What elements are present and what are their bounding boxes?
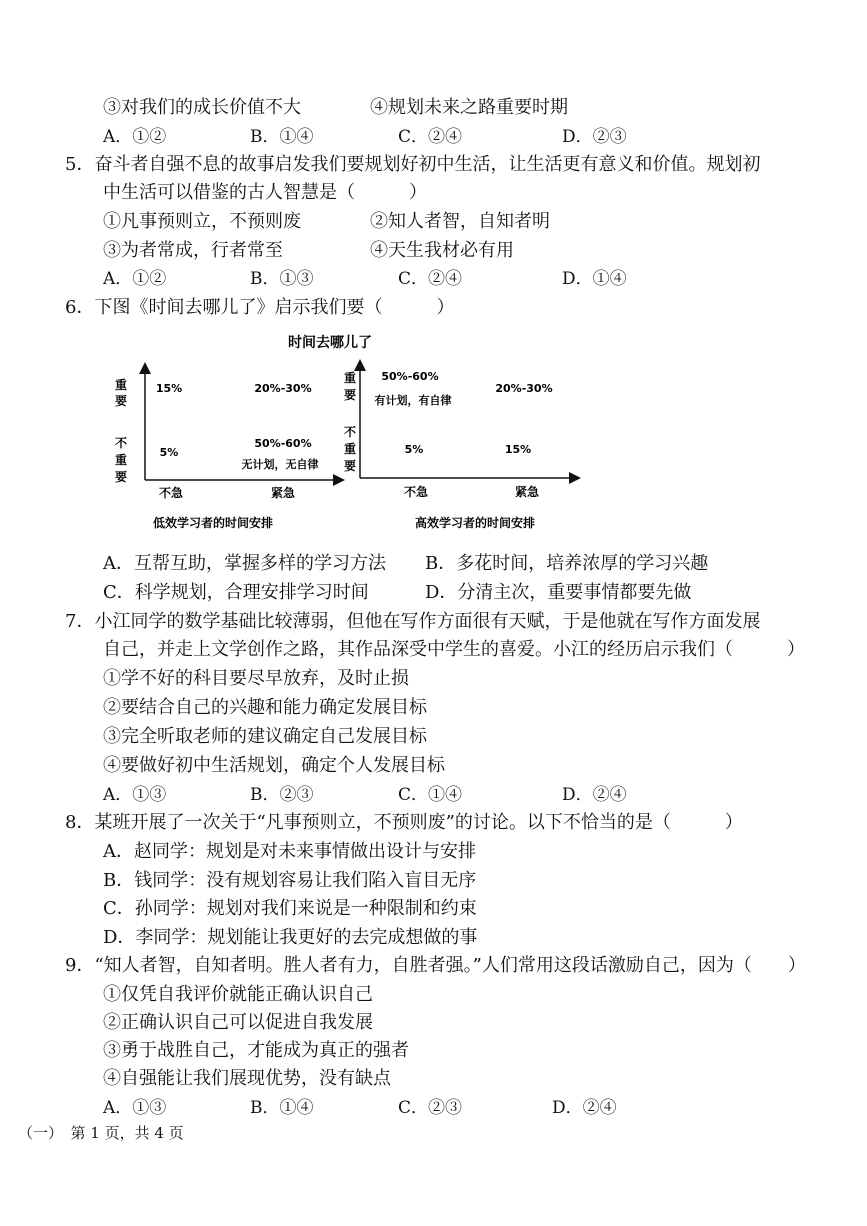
left-cell-unimportant-urgent: 50%-60% xyxy=(254,437,312,450)
q5-item-3: ③为者常成，行者常至 xyxy=(103,240,283,261)
right-cell-important-not-urgent: 50%-60% xyxy=(381,370,439,383)
page-footer: （一） 第 1 页，共 4 页 xyxy=(18,1124,184,1142)
left-x-label-urgent: 紧急 xyxy=(270,486,296,500)
q5-option-c: C．②④ xyxy=(398,269,463,289)
q7-stem-line2: 自己，并走上文学创作之路，其作品深受中学生的喜爱。小江的经历启示我们（ ） xyxy=(103,639,805,660)
q5-item-2: ②知人者智，自知者明 xyxy=(370,211,550,232)
left-cell-important-urgent: 20%-30% xyxy=(254,382,312,395)
right-y-label-unimportant-3: 要 xyxy=(343,459,357,473)
right-y-label-unimportant-2: 重 xyxy=(343,442,357,456)
time-quadrant-diagram xyxy=(100,325,600,540)
left-chart-caption: 低效学习者的时间安排 xyxy=(152,516,274,530)
right-cell-important-urgent: 20%-30% xyxy=(495,382,553,395)
left-cell-unimportant-not-urgent: 5% xyxy=(159,446,179,459)
q5-option-d: D．①④ xyxy=(562,269,627,289)
left-y-label-unimportant-2: 重 xyxy=(114,453,128,467)
q6-option-d: D．分清主次，重要事情都要先做 xyxy=(425,582,692,603)
q4-option-b: B．①④ xyxy=(250,127,314,147)
q8-option-a: A．赵同学：规划是对未来事情做出设计与安排 xyxy=(103,841,476,862)
q9-option-b: B．①④ xyxy=(250,1098,314,1118)
right-x-label-not-urgent: 不急 xyxy=(403,485,429,499)
q8-option-d: D．李同学：规划能让我更好的去完成想做的事 xyxy=(103,927,478,948)
q5-item-1: ①凡事预则立，不预则废 xyxy=(103,211,301,232)
q6-stem: 6．下图《时间去哪儿了》启示我们要（ ） xyxy=(65,297,455,318)
left-x-label-not-urgent: 不急 xyxy=(158,486,184,500)
q7-stem-line1: 7．小江同学的数学基础比较薄弱，但他在写作方面很有天赋，于是他就在写作方面发展 xyxy=(65,611,761,632)
q9-item-1: ①仅凭自我评价就能正确认识自己 xyxy=(103,984,373,1005)
q9-item-2: ②正确认识自己可以促进自我发展 xyxy=(103,1012,373,1033)
right-cell-important-not-urgent-note: 有计划，有自律 xyxy=(374,394,452,407)
q4-item-4: ④规划未来之路重要时期 xyxy=(370,97,568,118)
q7-item-2: ②要结合自己的兴趣和能力确定发展目标 xyxy=(103,697,427,718)
q7-option-b: B．②③ xyxy=(250,785,314,805)
left-cell-important-not-urgent: 15% xyxy=(155,382,183,395)
q8-option-b: B．钱同学：没有规划容易让我们陷入盲目无序 xyxy=(103,870,477,891)
q9-item-4: ④自强能让我们展现优势，没有缺点 xyxy=(103,1068,391,1089)
q8-option-c: C．孙同学：规划对我们来说是一种限制和约束 xyxy=(103,898,477,919)
q6-option-b: B．多花时间，培养浓厚的学习兴趣 xyxy=(425,553,709,574)
left-y-label-important-1: 重 xyxy=(114,378,128,392)
q5-option-a: A．①② xyxy=(103,269,167,289)
q7-option-a: A．①③ xyxy=(103,785,167,805)
q7-item-3: ③完全听取老师的建议确定自己发展目标 xyxy=(103,726,427,747)
q8-stem: 8．某班开展了一次关于“凡事预则立，不预则废”的讨论。以下不恰当的是（ ） xyxy=(65,812,743,833)
q9-item-3: ③勇于战胜自己，才能成为真正的强者 xyxy=(103,1040,409,1061)
q9-option-c: C．②③ xyxy=(398,1098,463,1118)
q9-stem: 9．“知人者智，自知者明。胜人者有力，自胜者强。”人们常用这段话激励自己，因为（ ） xyxy=(65,955,806,976)
right-y-label-unimportant-1: 不 xyxy=(343,425,357,439)
q4-item-3: ③对我们的成长价值不大 xyxy=(103,97,301,118)
q7-item-1: ①学不好的科目要尽早放弃，及时止损 xyxy=(103,668,409,689)
q5-stem-line2: 中生活可以借鉴的古人智慧是（ ） xyxy=(103,182,427,203)
left-cell-unimportant-urgent-note: 无计划，无自律 xyxy=(241,458,319,471)
q5-option-b: B．①③ xyxy=(250,269,314,289)
q7-option-c: C．①④ xyxy=(398,785,463,805)
q6-option-a: A．互帮互助，掌握多样的学习方法 xyxy=(103,553,386,574)
left-y-label-important-2: 要 xyxy=(114,394,128,408)
q7-item-4: ④要做好初中生活规划，确定个人发展目标 xyxy=(103,755,445,776)
q5-item-4: ④天生我材必有用 xyxy=(370,240,514,261)
q6-option-c: C．科学规划，合理安排学习时间 xyxy=(103,582,369,603)
right-y-label-important-1: 重 xyxy=(343,371,357,385)
right-x-label-urgent: 紧急 xyxy=(514,485,540,499)
right-cell-unimportant-not-urgent: 5% xyxy=(404,443,424,456)
q4-option-d: D．②③ xyxy=(562,127,627,147)
left-y-label-unimportant-1: 不 xyxy=(114,436,128,450)
q7-option-d: D．②④ xyxy=(562,785,627,805)
diagram-title: 时间去哪儿了 xyxy=(288,335,372,351)
right-cell-unimportant-urgent: 15% xyxy=(504,443,532,456)
q9-option-d: D．②④ xyxy=(552,1098,617,1118)
q4-option-c: C．②④ xyxy=(398,127,463,147)
right-chart-caption: 高效学习者的时间安排 xyxy=(414,516,536,530)
q5-stem-line1: 5．奋斗者自强不息的故事启发我们要规划好初中生活，让生活更有意义和价值。规划初 xyxy=(65,154,761,175)
q4-option-a: A．①② xyxy=(103,127,167,147)
q9-option-a: A．①③ xyxy=(103,1098,167,1118)
right-y-label-important-2: 要 xyxy=(343,388,357,402)
left-y-label-unimportant-3: 要 xyxy=(114,470,128,484)
